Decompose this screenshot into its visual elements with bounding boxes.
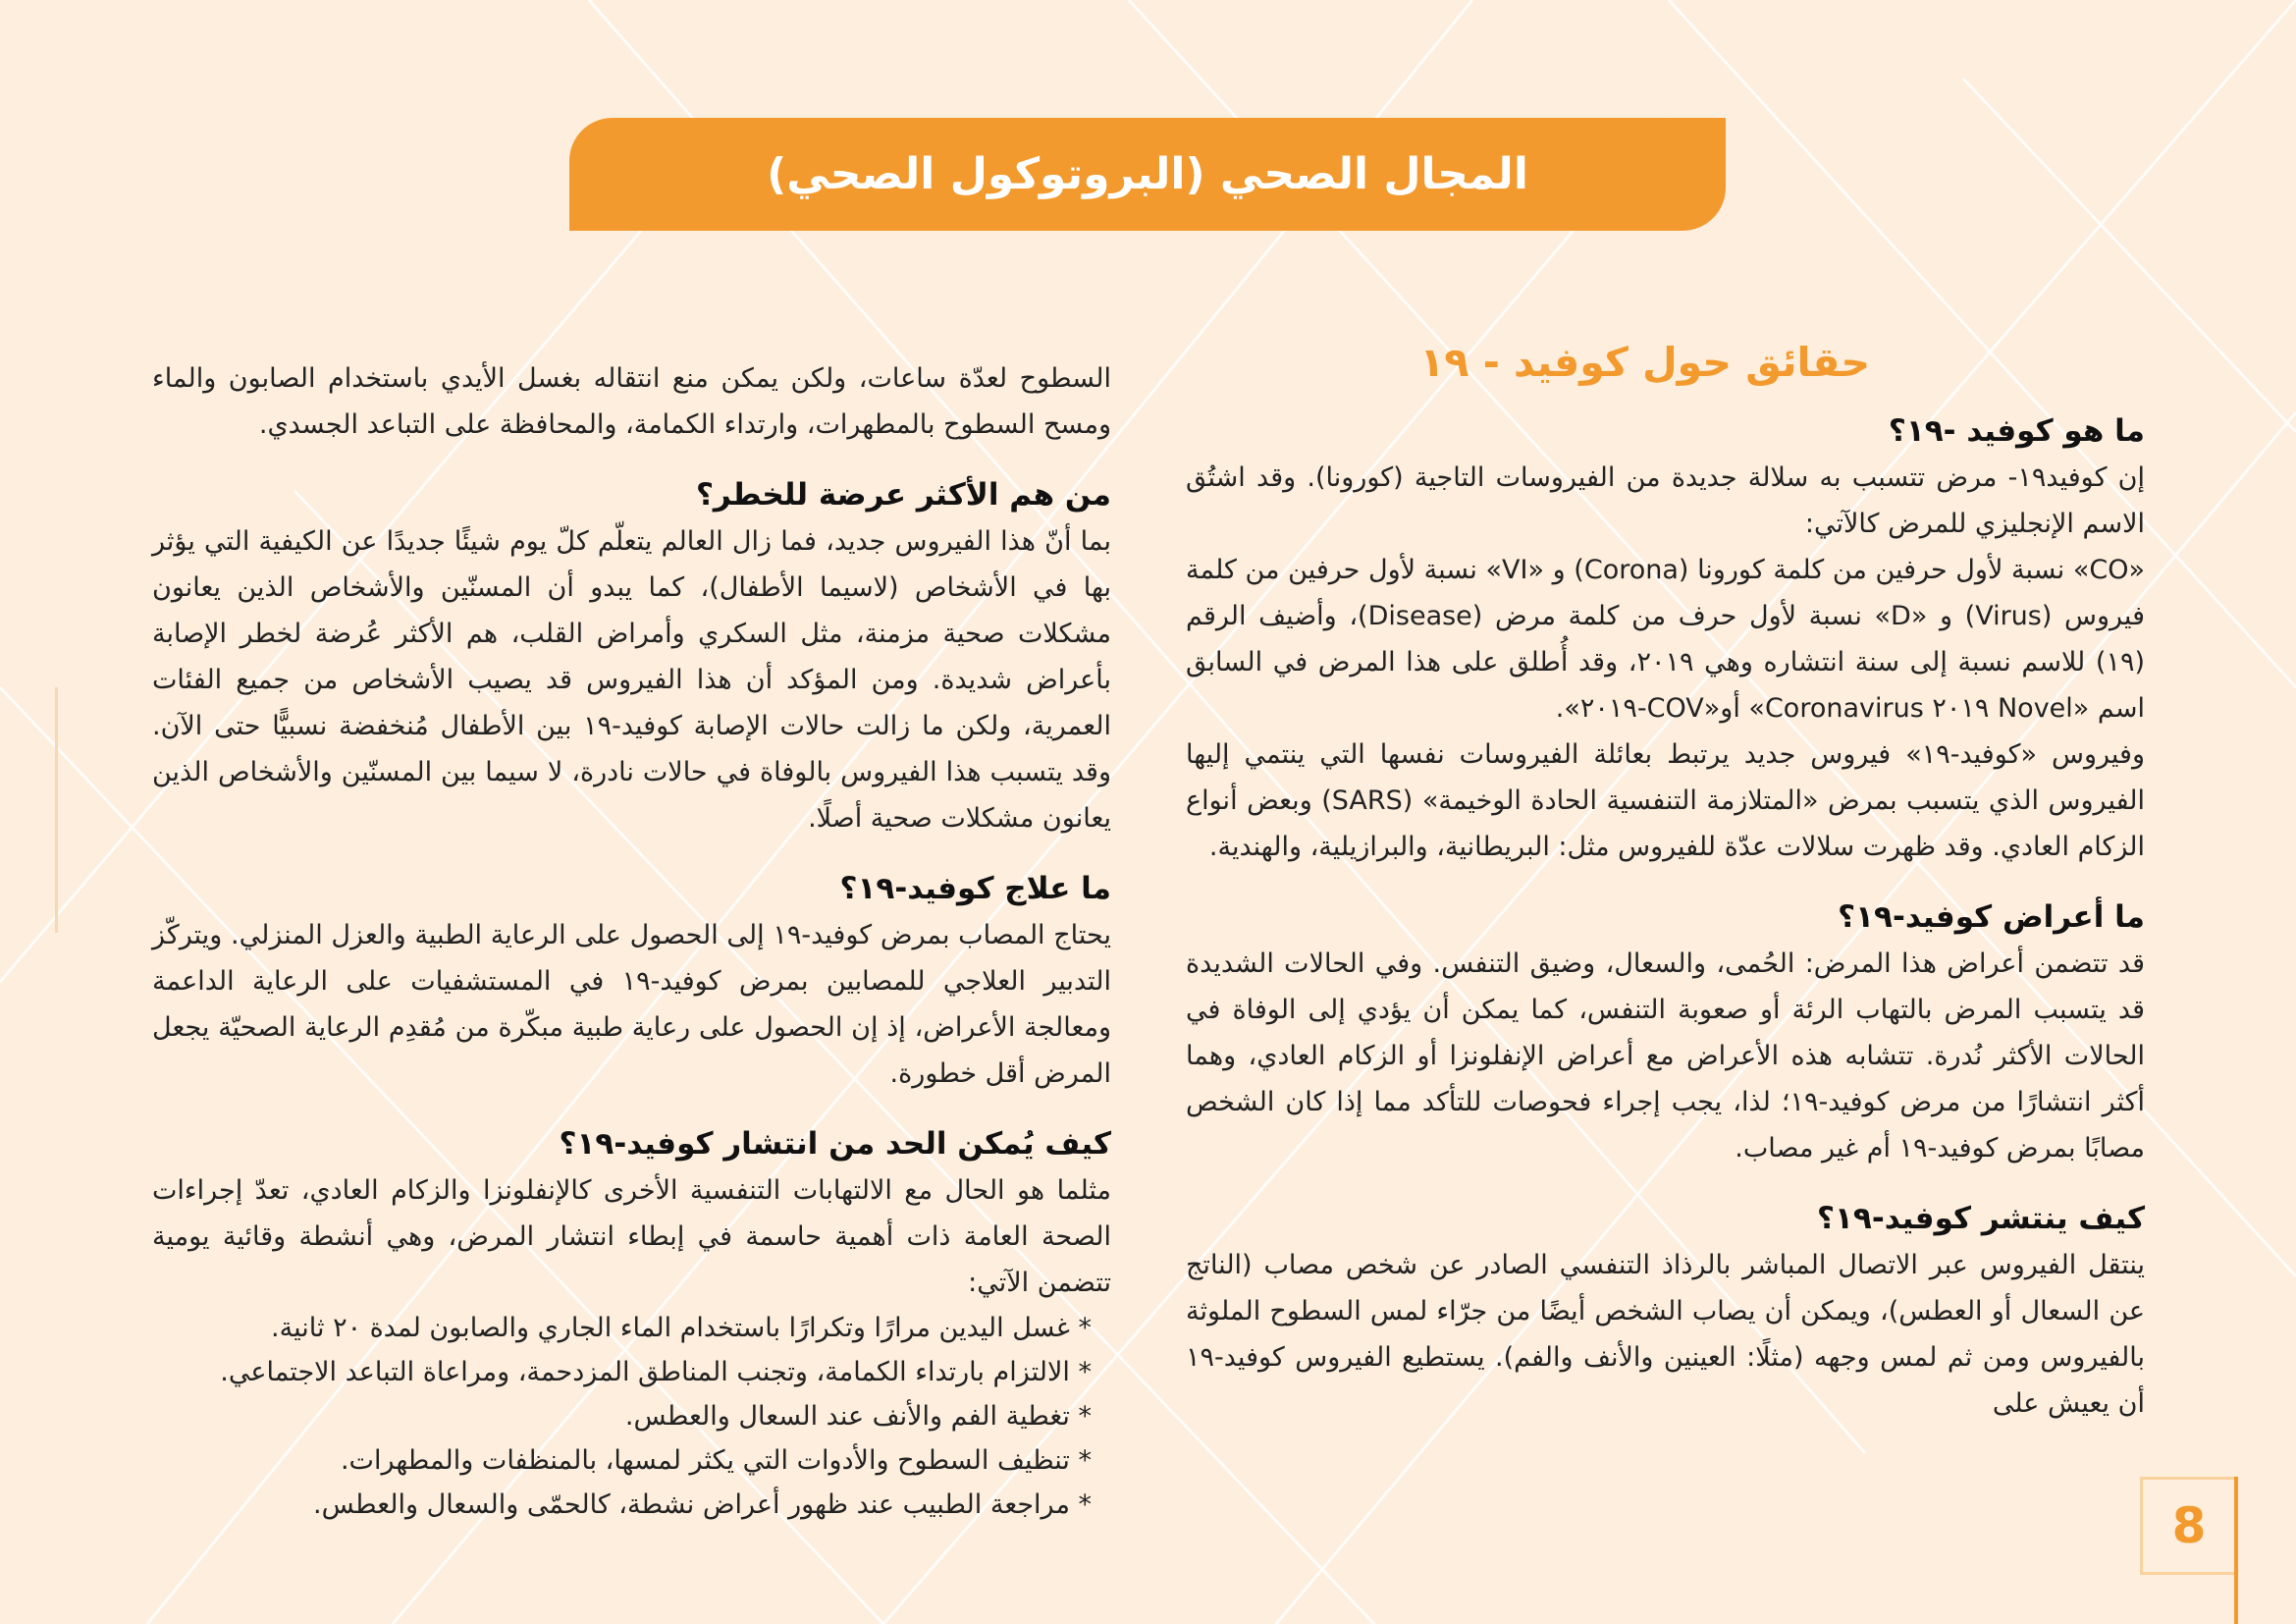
treatment-heading: ما علاج كوفيد-١٩؟ bbox=[839, 871, 1111, 906]
list-item: * تغطية الفم والأنف عند السعال والعطس. bbox=[152, 1394, 1092, 1438]
treatment-paragraph: يحتاج المصاب بمرض كوفيد-١٩ إلى الحصول على الرعاية الطبية والعزل المنزلي. ويتركّز التدبير العلاجي للمصابين بمرض كوفيد-١٩ في المستشفيات على الرعاية الداعمة ومعالجة الأعراض، إذ إن الحصول على رعاية طبية مبكّرة من مُقدِم الرعاية الصحيّة يجعل المرض أقل خطورة. bbox=[152, 920, 1111, 1089]
section-title: حقائق حول كوفيد - ١٩ bbox=[1419, 339, 1870, 386]
header-banner bbox=[569, 118, 1726, 231]
prevention-paragraph: مثلما هو الحال مع الالتهابات التنفسية الأخرى كالإنفلونزا والزكام العادي، تعدّ إجراءات الصحة العامة ذات أهمية حاسمة في إبطاء انتشار المرض، وهي أنشطة وقائية يومية تتضمن الآتي: bbox=[152, 1175, 1111, 1298]
page-title: المجال الصحي (البروتوكول الصحي) bbox=[767, 149, 1528, 199]
symptoms-heading: ما أعراض كوفيد-١٩؟ bbox=[1838, 899, 2145, 935]
continuation-paragraph: السطوح لعدّة ساعات، ولكن يمكن منع انتقاله بغسل الأيدي باستخدام الصابون والماء ومسح السطوح بالمطهرات، وارتداء الكمامة، والمحافظة على التباعد الجسدي. bbox=[152, 363, 1111, 440]
at-risk-heading: من هم الأكثر عرضة للخطر؟ bbox=[695, 477, 1111, 513]
spread-heading: كيف ينتشر كوفيد-١٩؟ bbox=[1817, 1201, 2145, 1236]
spread-paragraph: ينتقل الفيروس عبر الاتصال المباشر بالرذاذ التنفسي الصادر عن شخص مصاب (الناتج عن السعال أو العطس)، ويمكن أن يصاب الشخص أيضًا من جرّاء لمس السطوح الملوثة بالفيروس ومن ثم لمس وجهه (مثلًا: العينين والأنف والفم). يستطيع الفيروس كوفيد-١٩ أن يعيش على bbox=[1186, 1250, 2145, 1419]
page-edge-line bbox=[2234, 1477, 2238, 1624]
left-edge-line bbox=[55, 687, 58, 933]
what-is-paragraph-2: «CO» نسبة لأول حرفين من كلمة كورونا (Corona) و «VI» نسبة لأول حرفين من كلمة فيروس (Virus) و «D» نسبة لأول حرف من كلمة مرض (Disease)، وأضيف الرقم (١٩) للاسم نسبة إلى سنة انتشاره وهي ٢٠١٩، وقد أُطلق على هذا المرض في السابق اسم «Novel ٢٠١٩ Coronavirus» أو«COV-٢٠١٩». bbox=[1186, 555, 2146, 724]
list-item: * تنظيف السطوح والأدوات التي يكثر لمسها، بالمنظفات والمطهرات. bbox=[152, 1438, 1092, 1483]
list-item: * الالتزام بارتداء الكمامة، وتجنب المناطق المزدحمة، ومراعاة التباعد الاجتماعي. bbox=[152, 1350, 1092, 1394]
prevention-heading: كيف يُمكن الحد من انتشار كوفيد-١٩؟ bbox=[559, 1126, 1111, 1162]
right-column bbox=[1186, 339, 2145, 1427]
what-is-paragraph-1: إن كوفيد١٩- مرض تتسبب به سلالة جديدة من الفيروسات التاجية (كورونا). وقد اشتُق الاسم الإنجليزي للمرض كالآتي: bbox=[1186, 462, 2145, 539]
symptoms-paragraph: قد تتضمن أعراض هذا المرض: الحُمى، والسعال، وضيق التنفس. وفي الحالات الشديدة قد يتسبب المرض بالتهاب الرئة أو صعوبة التنفس، كما يمكن أن يؤدي إلى الوفاة في الحالات الأكثر نُدرة. تتشابه هذه الأعراض مع أعراض الإنفلونزا أو الزكام العادي، وهما أكثر انتشارًا من مرض كوفيد-١٩؛ لذا، يجب إجراء فحوصات للتأكد مما إذا كان الشخص مصابًا بمرض كوفيد-١٩ أم غير مصاب. bbox=[1186, 948, 2146, 1164]
left-column bbox=[152, 355, 1111, 1527]
list-item: * مراجعة الطبيب عند ظهور أعراض نشطة، كالحمّى والسعال والعطس. bbox=[152, 1483, 1092, 1527]
at-risk-paragraph: بما أنّ هذا الفيروس جديد، فما زال العالم يتعلّم كلّ يوم شيئًا جديدًا عن الكيفية التي يؤثر بها في الأشخاص (لاسيما الأطفال)، كما يبدو أن المسنّين والأشخاص الذين يعانون مشكلات صحية مزمنة، مثل السكري وأمراض القلب، هم الأكثر عُرضة لخطر الإصابة بأعراض شديدة. ومن المؤكد أن هذا الفيروس قد يصيب الأشخاص من جميع الفئات العمرية، ولكن ما زالت حالات الإصابة كوفيد-١٩ بين الأطفال مُنخفضة نسبيًّا حتى الآن. وقد يتسبب هذا الفيروس بالوفاة في حالات نادرة، لا سيما بين المسنّين والأشخاص الذين يعانون مشكلات صحية أصلًا. bbox=[152, 526, 1111, 834]
page-number: 8 bbox=[2140, 1477, 2238, 1575]
what-is-heading: ما هو كوفيد -١٩؟ bbox=[1888, 413, 2145, 449]
what-is-paragraph-3: وفيروس «كوفيد-١٩» فيروس جديد يرتبط بعائلة الفيروسات نفسها التي ينتمي إليها الفيروس الذي يتسبب بمرض «المتلازمة التنفسية الحادة الوخيمة» (SARS) وبعض أنواع الزكام العادي. وقد ظهرت سلالات عدّة للفيروس مثل: البريطانية، والبرازيلية، والهندية. bbox=[1186, 739, 2145, 862]
list-item: * غسل اليدين مرارًا وتكرارًا باستخدام الماء الجاري والصابون لمدة ٢٠ ثانية. bbox=[152, 1306, 1092, 1350]
prevention-list bbox=[152, 1306, 1111, 1527]
